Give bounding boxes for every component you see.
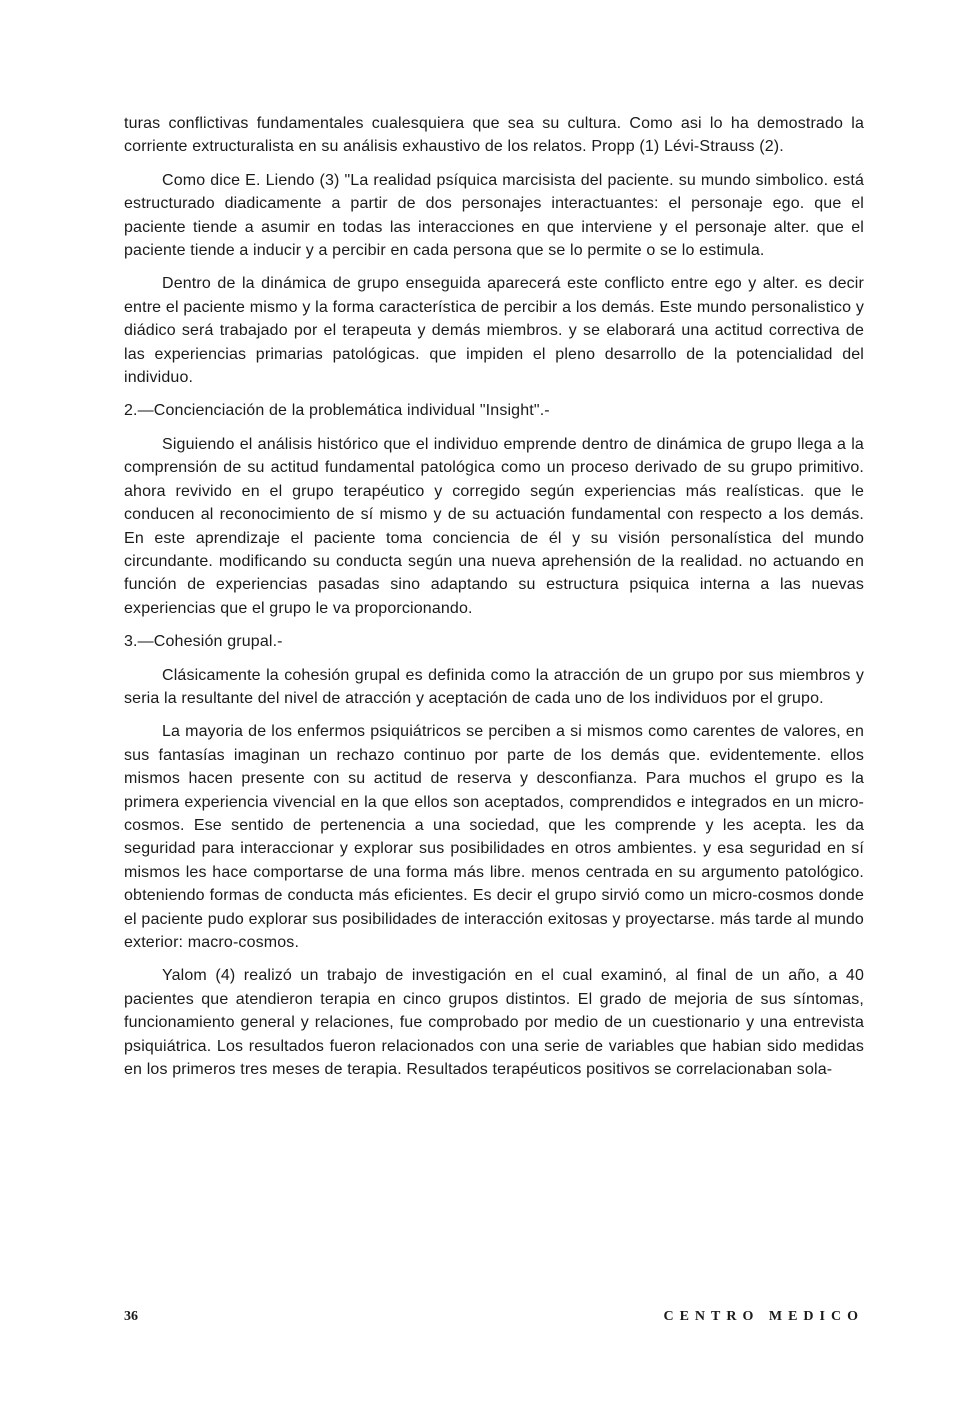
section-heading-3: 3.—Cohesión grupal.- <box>124 633 283 651</box>
page-footer <box>124 1309 864 1329</box>
paragraph-5: Clásicamente la cohesión grupal es definida como la atracción de un grupo por sus miembros y seria la resultante del nivel de atracción y aceptación de cada uno de los individuos por el grupo. <box>124 666 864 707</box>
paragraph-4: Siguiendo el análisis histórico que el individuo emprende dentro de dinámica de grupo llega a la comprensión de su actitud fundamental patológica como un proceso derivado de su grupo primitivo. ahora revivido en el grupo terapéutico y corregido según experiencias más realísticas. que le conducen al reconocimiento de sí mismo y de su actuación fundamental con respecto a los demás. En este aprendizaje el paciente toma conciencia de él y su visión personalística del mundo circundante. modificando su conducta según una nueva aprehensión de la realidad. no actuando en función de experiencias pasadas sino adaptando su estructura psiquica interna a las nuevas experiencias que el grupo le va proporcionando. <box>124 435 864 617</box>
journal-name: CENTRO MEDICO <box>663 1309 864 1324</box>
page-number: 36 <box>124 1309 138 1324</box>
paragraph-7: Yalom (4) realizó un trabajo de investigación en el cual examinó, al final de un año, a 40 pacientes que atendieron terapia en cinco grupos distintos. El grado de mejoria de sus síntomas, funcionamiento general y relaciones, fue comprobado por medio de un cuestionario y una entrevista psiquiátrica. Los resultados fueron relacionados con una serie de variables que habian sido medidas en los primeros tres meses de terapia. Resultados terapéuticos positivos se correlacionaban sola- <box>124 967 864 1079</box>
paragraph-2: Como dice E. Liendo (3) "La realidad psíquica marcisista del paciente. su mundo simbolico. está estructurado diadicamente a partir de dos personajes interactuantes: el personaje ego. que el paciente tiende a asumir en todas las interacciones en que interviene y el personaje alter. que el paciente tiende a inducir y a percibir en cada persona que se lo permite o se lo estimula. <box>124 171 864 260</box>
page-body <box>124 112 864 1091</box>
section-heading-2: 2.—Concienciación de la problemática individual "Insight".- <box>124 402 550 420</box>
paragraph-6: La mayoria de los enfermos psiquiátricos se perciben a si mismos como carentes de valores, en sus fantasías imaginan un rechazo continuo por parte de los demás que. evidentemente. ellos mismos hacen presente con su actitud de reserva y desconfianza. Para muchos el grupo es la primera experiencia vivencial en la que ellos son aceptados, comprendidos e integrados en un micro-cosmos. Ese sentido de pertenencia a una sociedad, que les comprende y les acepta. les da seguridad para interaccionar y explorar sus posibilidades en otros ambientes. y esa seguridad en sí mismos les hace comportarse de una forma más libre. menos centrada en su argumento patológico. obteniendo formas de conducta más eficientes. Es decir el grupo sirvió como un micro-cosmos donde el paciente pudo explorar sus posibilidades de interacción exitosas y proyectarse. más tarde al mundo exterior: macro-cosmos. <box>124 723 864 951</box>
paragraph-1: turas conflictivas fundamentales cualesquiera que sea su cultura. Como asi lo ha demostrado la corriente extructuralista en su análisis exhaustivo de los relatos. Propp (1) Lévi-Strauss (2). <box>124 115 864 156</box>
paragraph-3: Dentro de la dinámica de grupo enseguida aparecerá este conflicto entre ego y alter. es decir entre el paciente mismo y la forma característica de percibir a los demás. Este mundo personalistico y diádico será trabajado por el terapeuta y demás miembros. y se elaborará una actitud correctiva de las experiencias primarias patológicas. que impiden el pleno desarrollo de la potencialidad del individuo. <box>124 275 864 387</box>
